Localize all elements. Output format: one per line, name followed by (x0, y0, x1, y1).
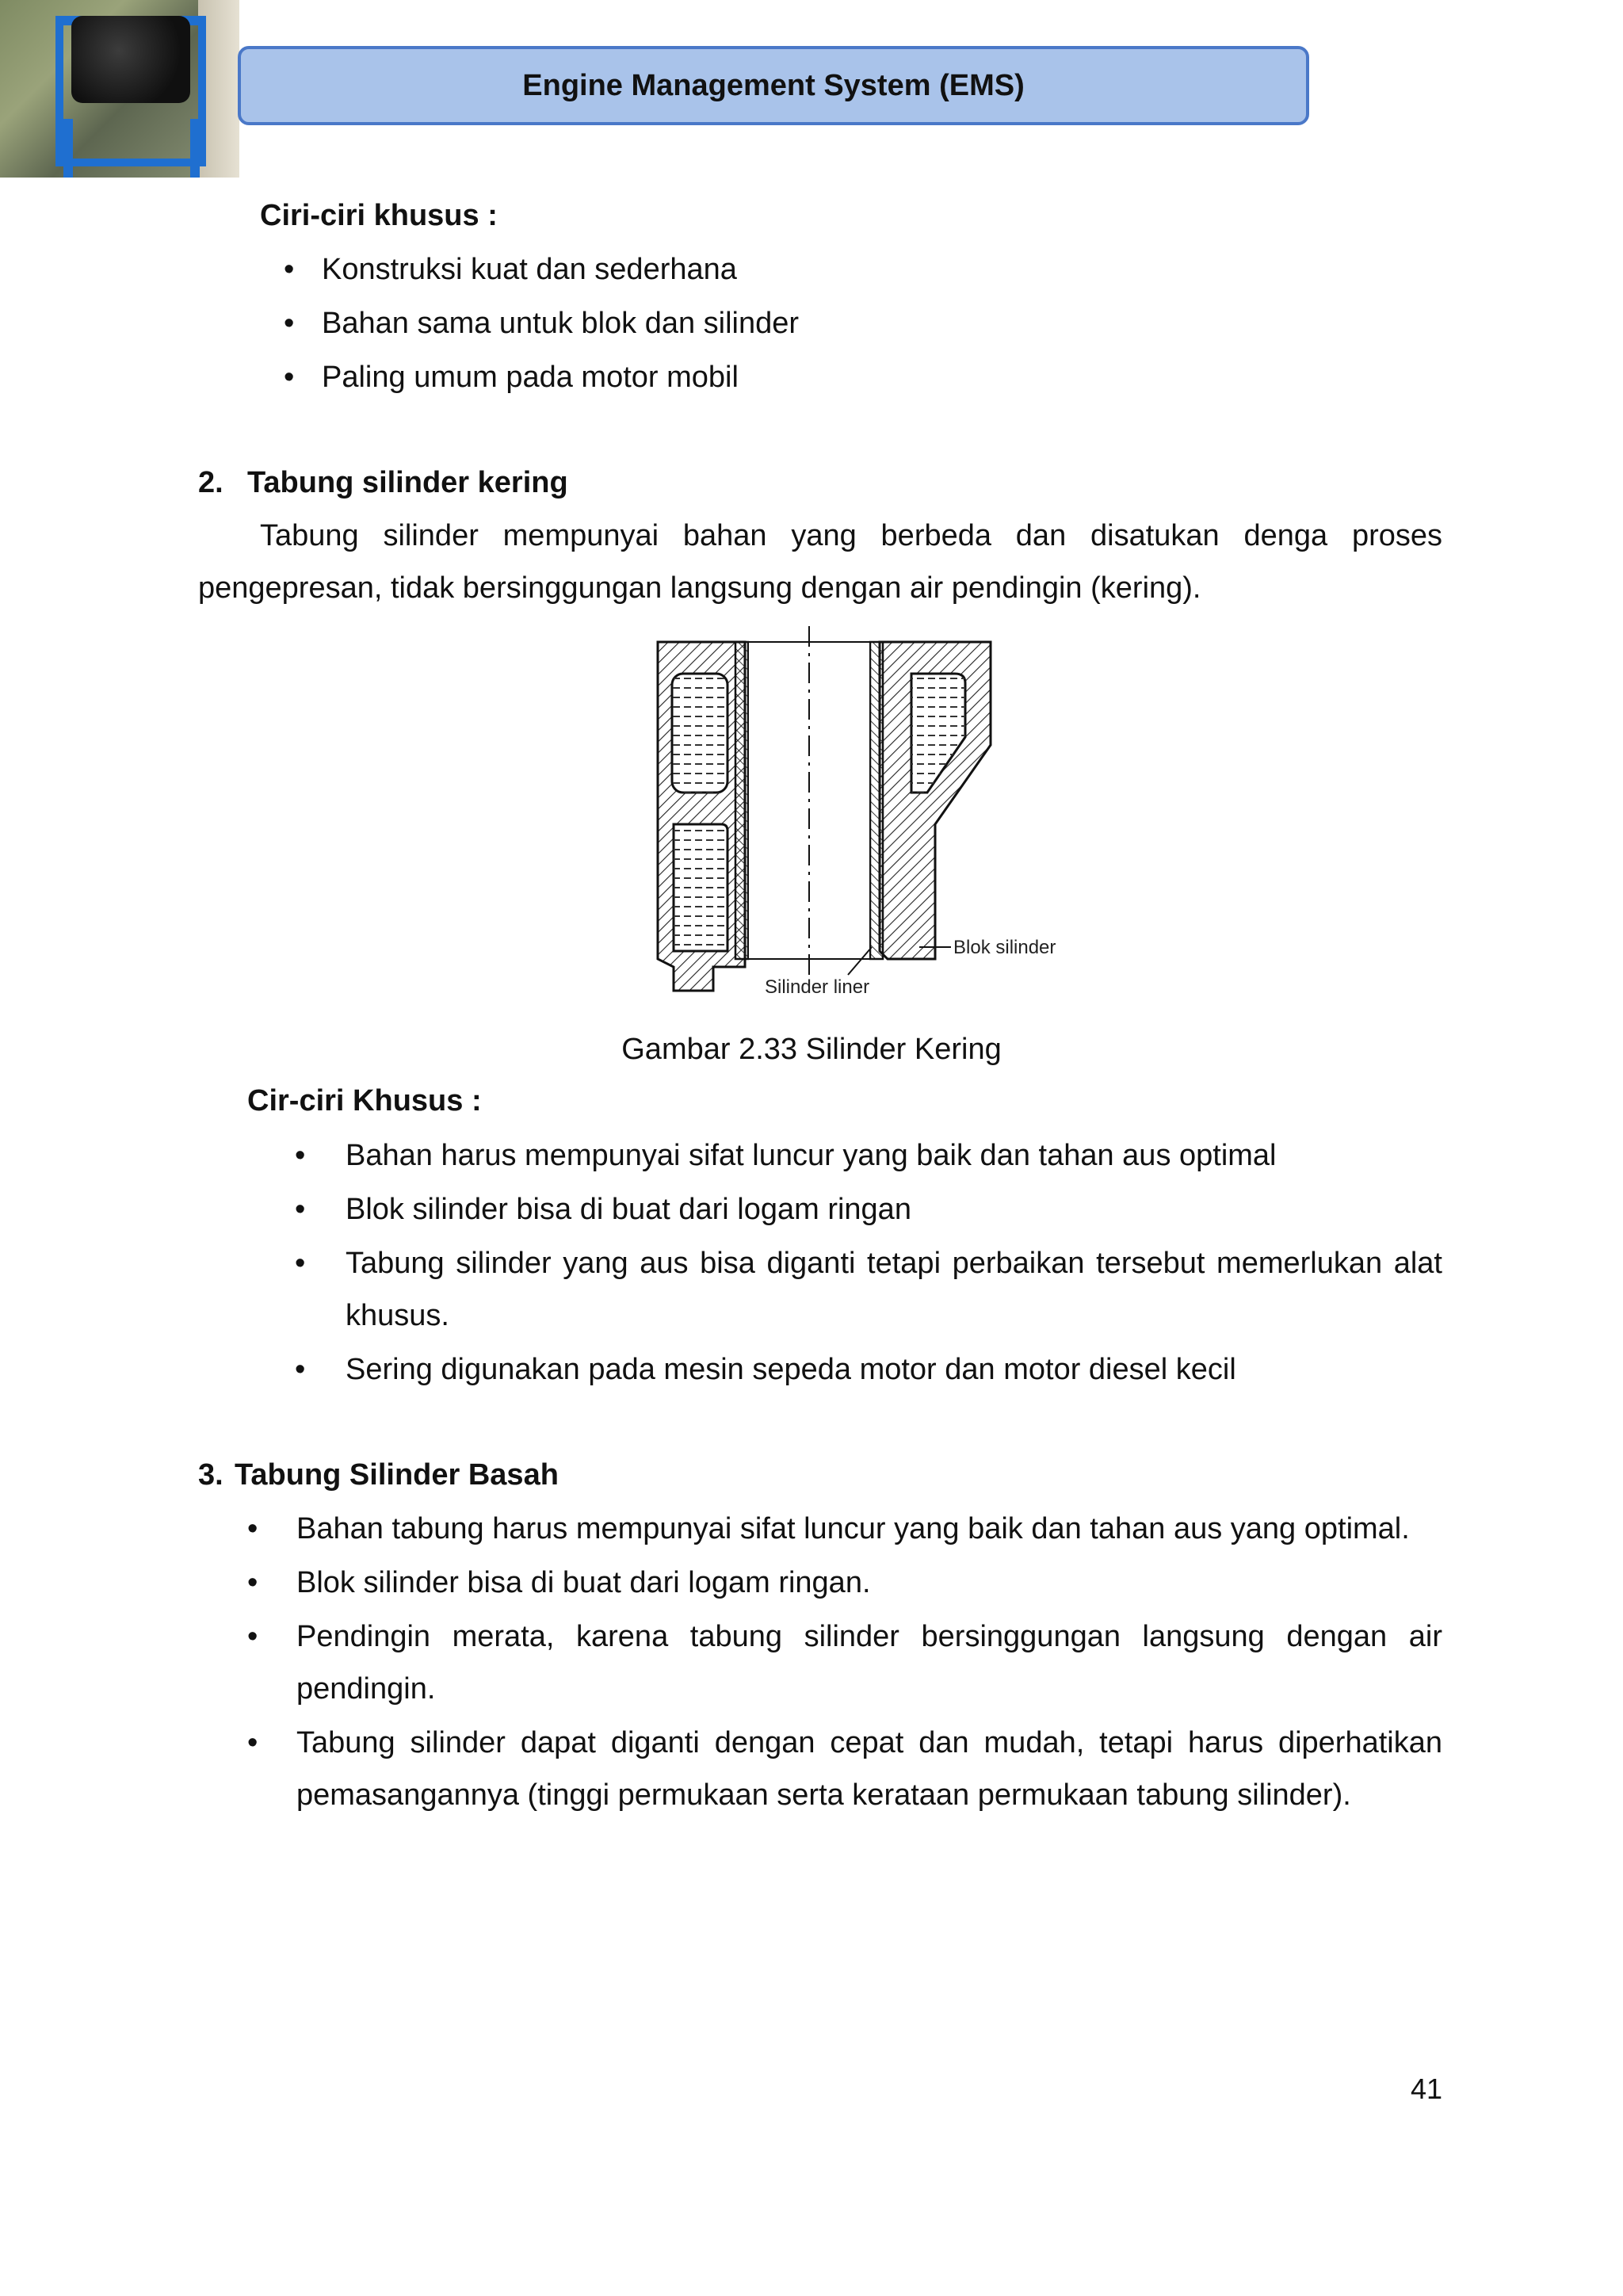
bullet-dot: • (284, 361, 295, 394)
page-number: 41 (1410, 2073, 1442, 2105)
sec1-heading: Ciri-ciri khusus : (260, 199, 498, 232)
sec1-bullet: Paling umum pada motor mobil (322, 361, 739, 394)
dry-cylinder-diagram (650, 626, 1062, 1007)
sec3-number: 3. (198, 1458, 223, 1492)
bullet-dot: • (295, 1353, 306, 1386)
sec2-number: 2. (198, 466, 223, 499)
label-blok-silinder: Blok silinder (953, 937, 1056, 958)
header-title: Engine Management System (EMS) (522, 68, 1025, 102)
sec3-bullet-continued: pemasangannya (tinggi permukaan serta kerataan permukaan tabung silinder). (296, 1778, 1351, 1812)
sec2-bullet: Bahan harus mempunyai sifat luncur yang baik dan tahan aus optimal (346, 1139, 1277, 1172)
sec3-bullet: Bahan tabung harus mempunyai sifat luncur yang baik dan tahan aus yang optimal. (296, 1512, 1410, 1545)
liner-right (870, 642, 883, 959)
sec2-bullet: Sering digunakan pada mesin sepeda motor dan motor diesel kecil (346, 1353, 1236, 1386)
bullet-dot: • (284, 307, 295, 340)
liner-left (735, 642, 748, 959)
bullet-dot: • (247, 1566, 258, 1599)
bullet-dot: • (295, 1193, 306, 1226)
header-title-bar (238, 46, 1309, 125)
water-jacket (672, 674, 727, 793)
sec3-bullet: Blok silinder bisa di buat dari logam ringan. (296, 1566, 871, 1599)
photo-leg (63, 119, 73, 178)
figure-caption: Gambar 2.33 Silinder Kering (621, 1033, 1002, 1066)
sec2-paragraph-line2: pengepresan, tidak bersinggungan langsung dengan air pendingin (kering). (198, 571, 1201, 605)
sec2-bullet: Blok silinder bisa di buat dari logam ringan (346, 1193, 911, 1226)
sec2-heading: Tabung silinder kering (247, 466, 568, 499)
bullet-dot: • (247, 1620, 258, 1653)
sec2-bullet: Tabung silinder yang aus bisa diganti tetapi perbaikan tersebut memerlukan alat (346, 1247, 1442, 1280)
sec3-bullet: Tabung silinder dapat diganti dengan cepat dan mudah, tetapi harus diperhatikan (296, 1726, 1442, 1759)
sec3-bullet-continued: pendingin. (296, 1672, 436, 1706)
bullet-dot: • (295, 1139, 306, 1172)
sec2-subheading: Cir-ciri Khusus : (247, 1084, 482, 1117)
photo-engine (71, 16, 190, 103)
bullet-dot: • (295, 1247, 306, 1280)
sec3-heading: Tabung Silinder Basah (235, 1458, 559, 1492)
sec2-bullet-continued: khusus. (346, 1299, 449, 1332)
label-silinder-liner: Silinder liner (765, 976, 870, 998)
sec2-paragraph-line1: Tabung silinder mempunyai bahan yang berbeda dan disatukan denga proses (260, 519, 1442, 552)
sec1-bullet: Konstruksi kuat dan sederhana (322, 253, 737, 286)
bullet-dot: • (247, 1512, 258, 1545)
sec1-bullet: Bahan sama untuk blok dan silinder (322, 307, 800, 340)
water-jacket (674, 824, 727, 951)
sec3-bullet: Pendingin merata, karena tabung silinder bersinggungan langsung dengan air (296, 1620, 1442, 1653)
photo-leg (190, 119, 200, 178)
bullet-dot: • (247, 1726, 258, 1759)
header-photo (0, 0, 239, 178)
bullet-dot: • (284, 253, 295, 286)
